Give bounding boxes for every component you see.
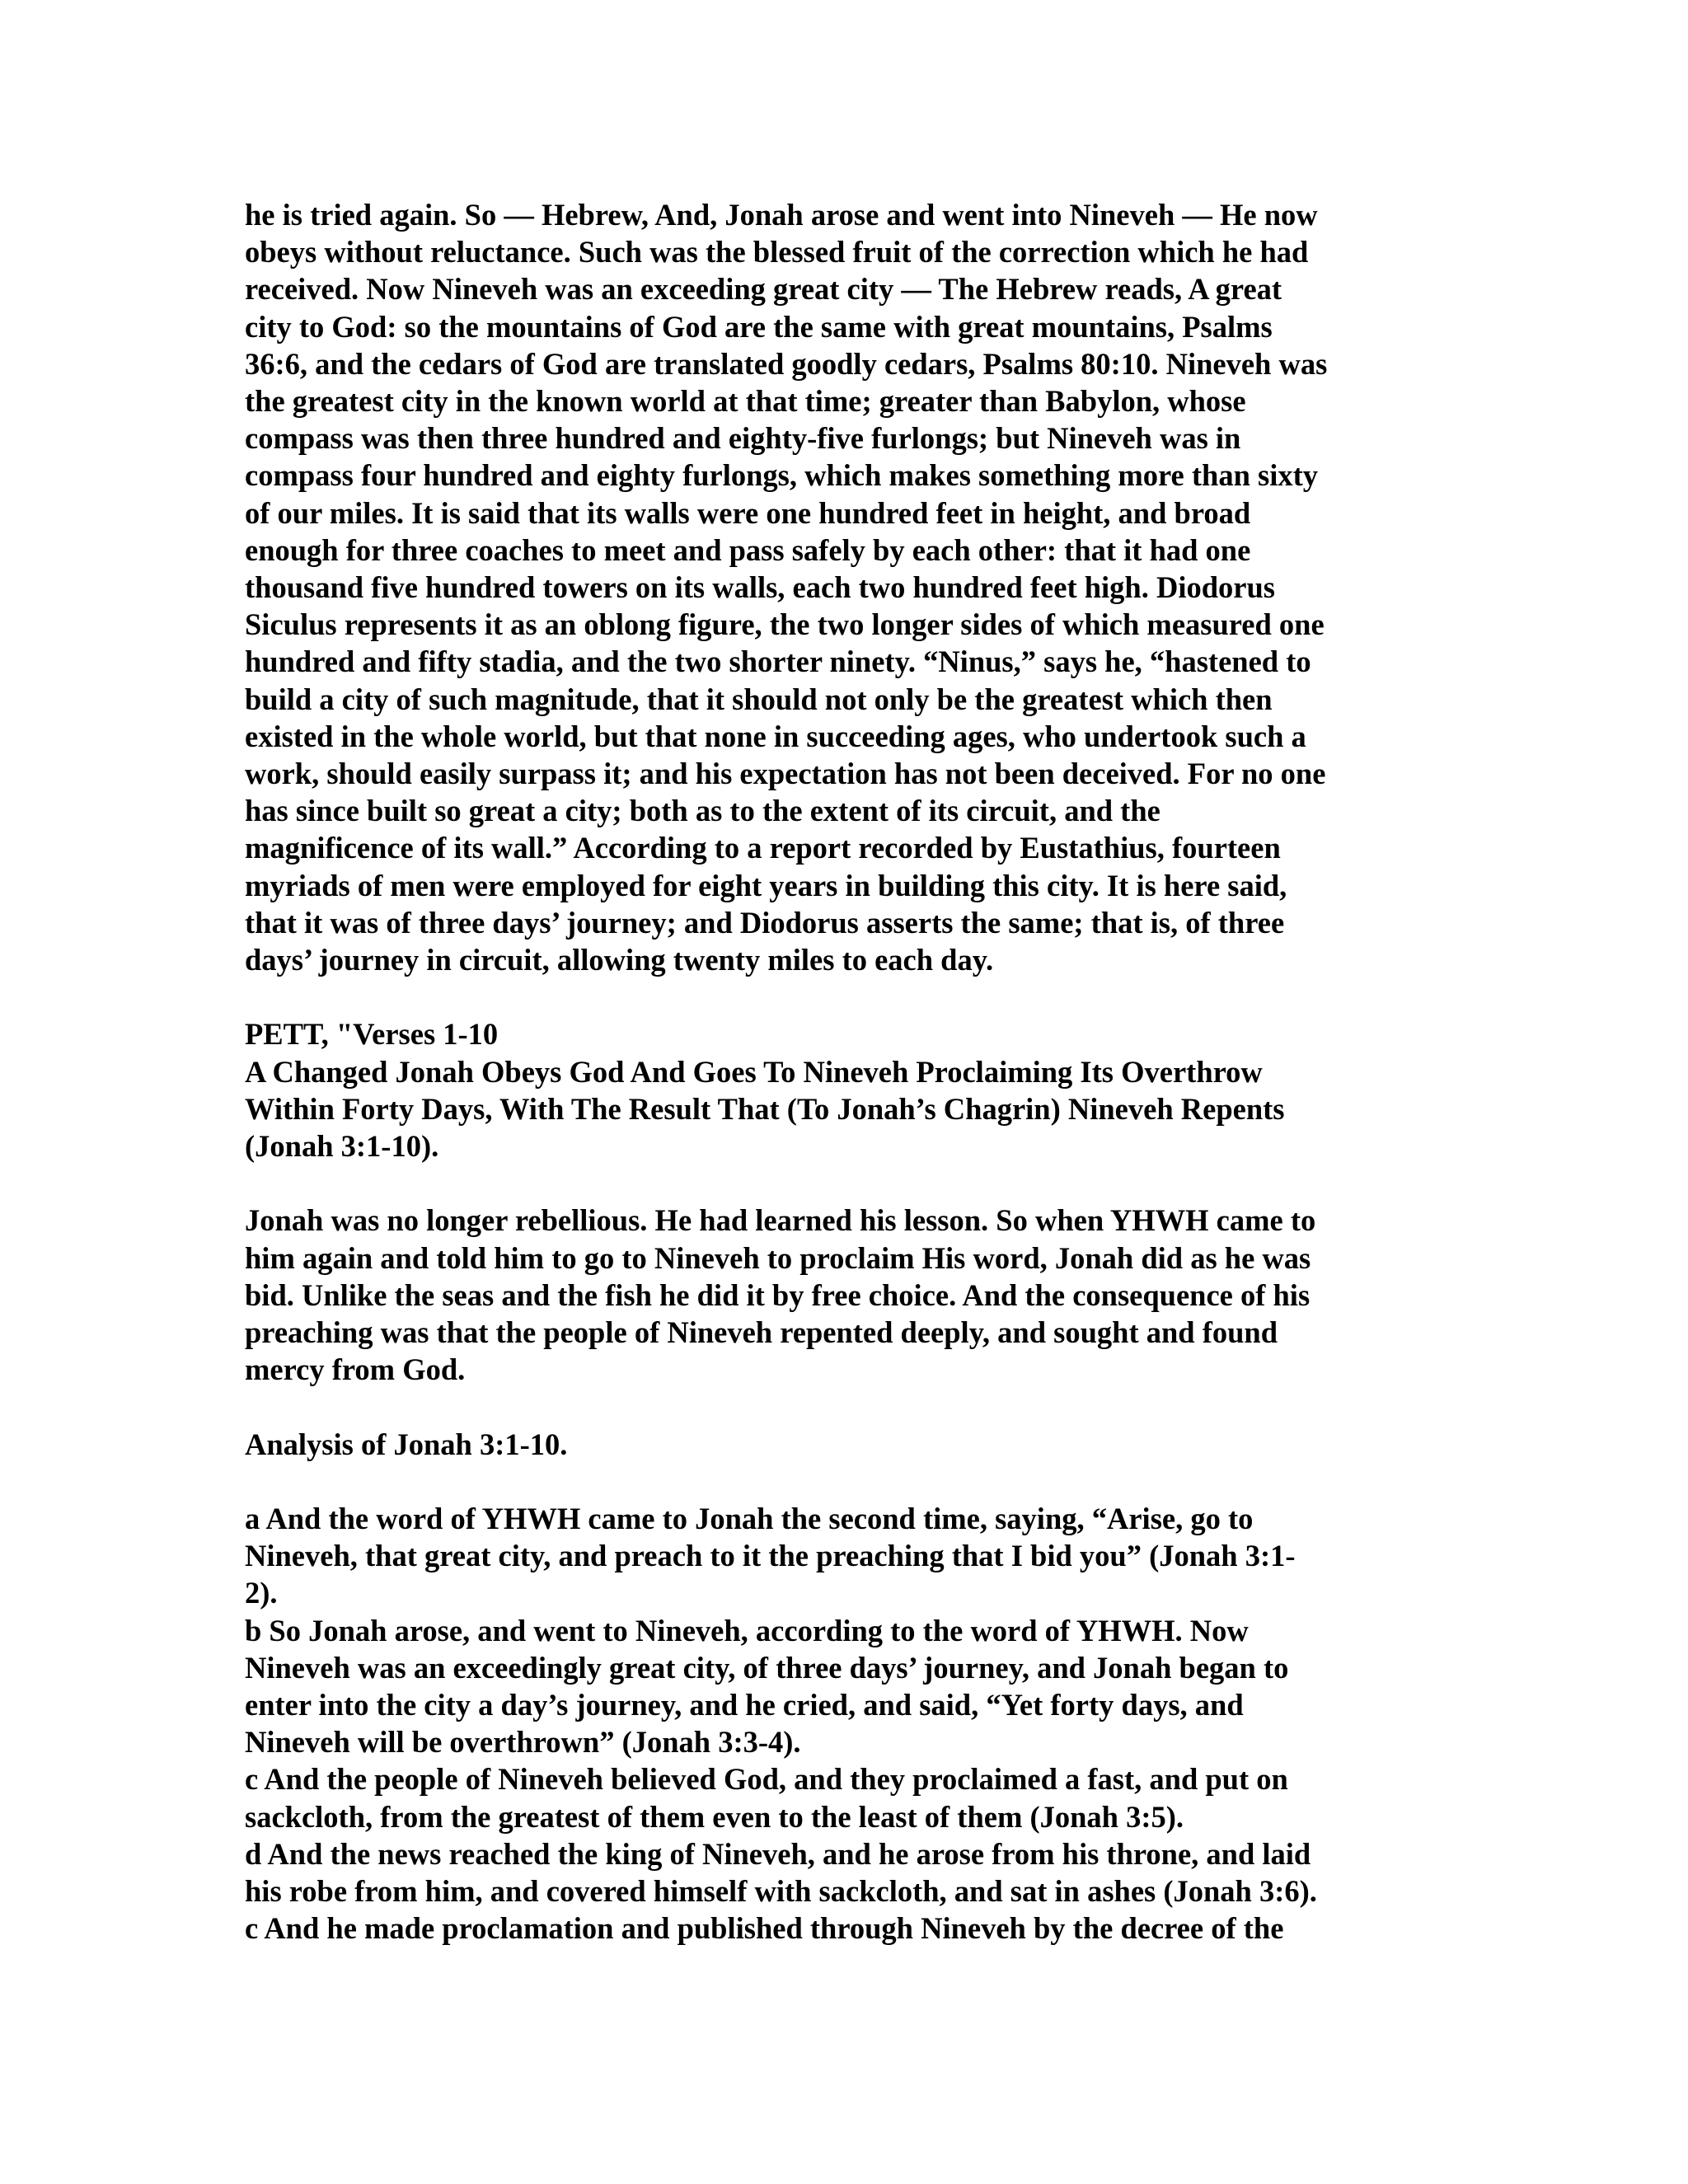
paragraph-spacer bbox=[245, 1165, 1456, 1202]
paragraph-spacer bbox=[245, 978, 1456, 1015]
intro-paragraph: Jonah was no longer rebellious. He had learned his lesson. So when YHWH came to him again and told him to go to Nineveh to proclaim His word, Jonah did as he was bid. Unlike the seas and the fish he did it by free choice. And the consequence of his preaching was that the people of Nineveh repented deeply, and sought and found mercy from God. bbox=[245, 1203, 1316, 1387]
analysis-item: d And the news reached the king of Nineveh, and he arose from his throne, and laid his robe from him, and covered himself with sackcloth, and sat in ashes (Jonah 3:6). bbox=[245, 1836, 1317, 1909]
commentary-paragraph: he is tried again. So — Hebrew, And, Jonah arose and went into Nineveh — He now obeys without reluctance. Such was the blessed fruit of the correction which he had received. Now Nineveh was an exceeding great city — The Hebrew reads, A great city to God: so the mountains of God are the same with great mountains, Psalms 36:6, and the cedars of God are translated goodly cedars, Psalms 80:10. Nineveh was the greatest city in the known world at that time; greater than Babylon, whose compass was then three hundred and eighty-five furlongs; but Nineveh was in compass four hundred and eighty furlongs, which makes something more than sixty of our miles. It is said that its walls were one hundred feet in height, and broad enough for three coaches to meet and pass safely by each other: that it had one thousand five hundred towers on its walls, each two hundred feet high. Diodorus Siculus represents it as an oblong figure, the two longer sides of which measured one hundred and fifty stadia, and the two shorter ninety. “Ninus,” says he, “hastened to build a city of such magnitude, that it should not only be the greatest which then existed in the whole world, but that none in succeeding ages, who undertook such a work, should easily surpass it; and his expectation has not been deceived. For no one has since built so great a city; both as to the extent of its circuit, and the magnificence of its wall.” According to a report recorded by Eustathius, fourteen myriads of men were employed for eight years in building this city. It is here said, that it was of three days’ journey; and Diodorus asserts the same; that is, of three days’ journey in circuit, allowing twenty miles to each day. bbox=[245, 198, 1328, 977]
paragraph-spacer bbox=[245, 1463, 1456, 1500]
section-title: A Changed Jonah Obeys God And Goes To Nineveh Proclaiming Its Overthrow Within Forty Days, With The Result That (To Jonah’s Chagrin) Nineveh Repents (Jonah 3:1-10). bbox=[245, 1054, 1285, 1164]
analysis-item: a And the word of YHWH came to Jonah the second time, saying, “Arise, go to Nineveh, that great city, and preach to it the preaching that I bid you” (Jonah 3:1- 2). bbox=[245, 1502, 1296, 1610]
analysis-item: c And the people of Nineveh believed God, and they proclaimed a fast, and put on sackcloth, from the greatest of them even to the least of them (Jonah 3:5). bbox=[245, 1762, 1288, 1834]
analysis-item: b So Jonah arose, and went to Nineveh, according to the word of YHWH. Now Nineveh was an exceedingly great city, of three days’ journey, and Jonah began to enter into the city a day’s journey, and he cried, and said, “Yet forty days, and Nineveh will be overthrown” (Jonah 3:3-4). bbox=[245, 1613, 1289, 1760]
paragraph-spacer bbox=[245, 1388, 1456, 1425]
analysis-heading: Analysis of Jonah 3:1-10. bbox=[245, 1427, 568, 1461]
document-page bbox=[245, 196, 1456, 1947]
analysis-item: c And he made proclamation and published through Nineveh by the decree of the bbox=[245, 1911, 1284, 1946]
section-heading: PETT, "Verses 1-10 bbox=[245, 1017, 499, 1052]
